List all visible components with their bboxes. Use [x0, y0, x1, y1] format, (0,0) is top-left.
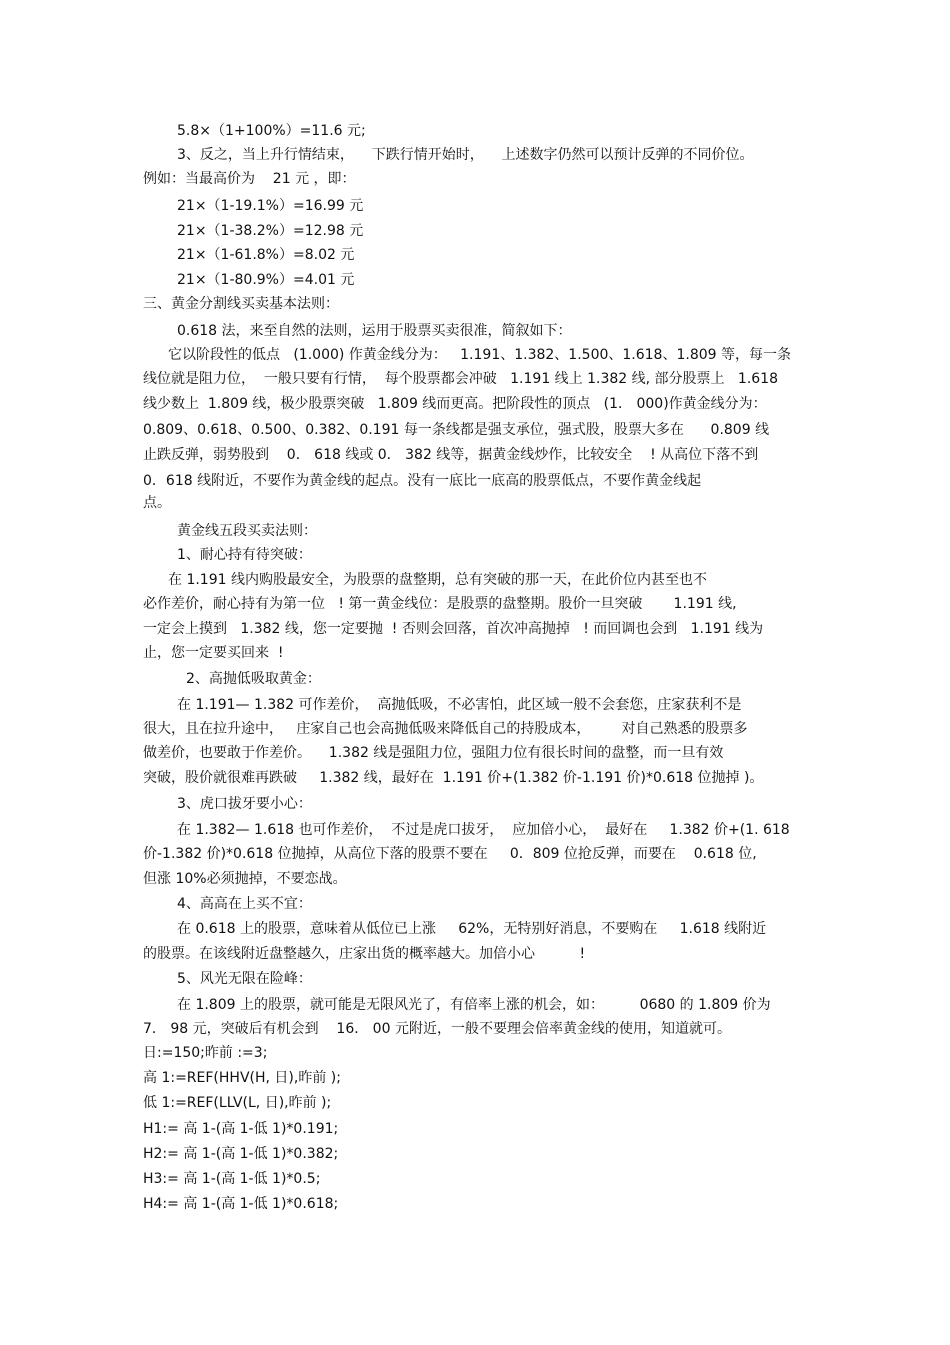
- paragraph-line: 它以阶段性的低点 (1.000) 作黄金线分为： 1.191、1.382、1.500、1.618、1.809 等，每一条: [168, 347, 791, 363]
- paragraph-line: 0.809、0.618、0.500、0.382、0.191 每一条线都是强支承位，强式股，股票大多在 0.809 线: [143, 422, 770, 438]
- paragraph-line: 0.618 法，来至自然的法则，运用于股票买卖很准，简叙如下：: [177, 323, 572, 339]
- rule-heading-3: 3、虎口拔牙要小心：: [177, 796, 312, 812]
- rule-heading-1: 1、耐心持有待突破：: [177, 547, 312, 563]
- paragraph-line: 止跌反弹，弱势股到 0． 618 线或 0． 382 线等，据黄金线炒作，比较安全 ! 从高位下落不到: [143, 447, 759, 463]
- calc-line-2: 21×（1-38.2%）=12.98 元: [177, 223, 364, 239]
- paragraph-line: 的股票。在该线附近盘整越久，庄家出货的概率越大。加倍小心 !: [143, 946, 586, 962]
- paragraph-line: 在 1.191— 1.382 可作差价， 高抛低吸，不必害怕，此区域一般不会套您，庄家获利不是: [177, 697, 742, 713]
- paragraph-line: 很大，且在拉升途中， 庄家自己也会高抛低吸来降低自己的持股成本， 对自己熟悉的股票多: [143, 721, 748, 737]
- formula-line: H4:= 高 1-(高 1-低 1)*0.618;: [143, 1196, 339, 1212]
- paragraph-line: 0．618 线附近，不要作为黄金线的起点。没有一底比一底高的股票低点，不要作黄金线起: [143, 473, 702, 489]
- formula-line: 高 1:=REF(HHV(H, 日),昨前 );: [143, 1070, 341, 1086]
- paragraph-line: 在 1.809 上的股票，就可能是无限风光了，有倍率上涨的机会，如： 0680 的 1.809 价为: [177, 997, 771, 1013]
- example-line-1: 5.8×（1+100%）=11.6 元;: [177, 123, 366, 139]
- formula-line: 日:=150;昨前 :=3;: [143, 1045, 268, 1061]
- calc-line-4: 21×（1-80.9%）=4.01 元: [177, 272, 355, 288]
- calc-line-3: 21×（1-61.8%）=8.02 元: [177, 247, 355, 263]
- rule-heading-5: 5、风光无限在险峰：: [177, 971, 312, 987]
- paragraph-line: 但涨 10%必须抛掉，不要恋战。: [143, 871, 347, 887]
- example-intro: 例如：当最高价为 21 元 ，即：: [143, 171, 356, 187]
- formula-line: H1:= 高 1-(高 1-低 1)*0.191;: [143, 1121, 339, 1137]
- paragraph-line: 做差价，也要敢于作差价。 1.382 线是强阻力位，强阻力位有很长时间的盘整，而一旦有效: [143, 745, 724, 761]
- paragraph-line: 必作差价，耐心持有为第一位 ! 第一黄金线位：是股票的盘整期。股价一旦突破 1.191 线,: [143, 596, 737, 612]
- rule-heading-4: 4、高高在上买不宜：: [177, 896, 312, 912]
- formula-line: H3:= 高 1-(高 1-低 1)*0.5;: [143, 1171, 321, 1187]
- paragraph-line: 在 1.382— 1.618 也可作差价， 不过是虎口拔牙， 应加倍小心， 最好在 1.382 价+(1. 618: [177, 822, 790, 838]
- rule-3-text: 3、反之，当上升行情结束， 下跌行情开始时， 上述数字仍然可以预计反弹的不同价位。: [177, 147, 754, 163]
- subheading: 黄金线五段买卖法则：: [177, 523, 317, 539]
- paragraph-line: 价-1.382 价)*0.618 位抛掉，从高位下落的股票不要在 0．809 位抢反弹，而要在 0.618 位,: [143, 846, 757, 862]
- paragraph-line: 点。: [143, 495, 171, 511]
- paragraph-line: 在 1.191 线内购股最安全，为股票的盘整期，总有突破的那一天，在此价位内甚至也不: [168, 572, 707, 588]
- rule-heading-2: 2、高抛低吸取黄金：: [186, 671, 321, 687]
- paragraph-line: 7． 98 元，突破后有机会到 16． 00 元附近，一般不要理会倍率黄金线的使用，知道就可。: [143, 1021, 731, 1037]
- section-heading-3: 三、黄金分割线买卖基本法则：: [143, 296, 339, 312]
- formula-line: 低 1:=REF(LLV(L, 日),昨前 );: [143, 1095, 332, 1111]
- calc-line-1: 21×（1-19.1%）=16.99 元: [177, 198, 364, 214]
- paragraph-line: 在 0.618 上的股票，意味着从低位已上涨 62%，无特别好消息，不要购在 1.618 线附近: [177, 921, 767, 937]
- paragraph-line: 线少数上 1.809 线，极少股票突破 1.809 线而更高。把阶段性的顶点 (1． 000)作黄金线分为：: [143, 396, 767, 412]
- paragraph-line: 一定会上摸到 1.382 线，您一定要抛 ! 否则会回落，首次冲高抛掉 ! 而回调也会到 1.191 线为: [143, 621, 764, 637]
- paragraph-line: 突破，股价就很难再跌破 1.382 线，最好在 1.191 价+(1.382 价-1.191 价)*0.618 位抛掉 )。: [143, 770, 764, 786]
- paragraph-line: 线位就是阻力位， 一般只要有行情， 每个股票都会冲破 1.191 线上 1.382 线, 部分股票上 1.618: [143, 371, 778, 387]
- paragraph-line: 止，您一定要买回来 !: [143, 645, 284, 661]
- formula-line: H2:= 高 1-(高 1-低 1)*0.382;: [143, 1146, 339, 1162]
